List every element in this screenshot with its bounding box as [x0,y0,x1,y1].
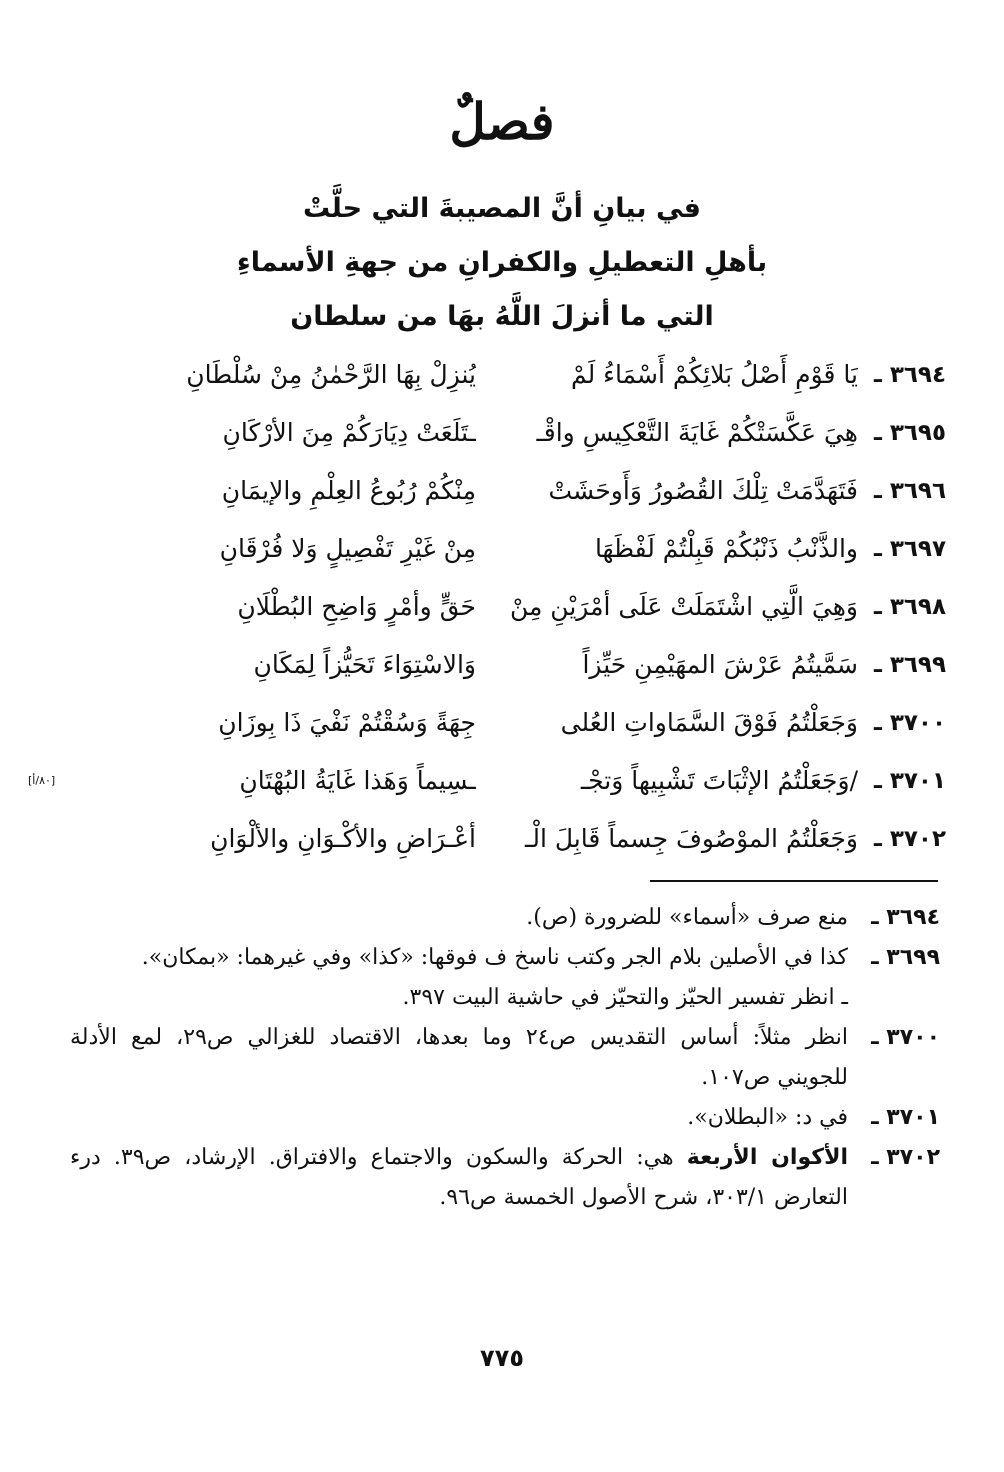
heading-line: التي ما أنزلَ اللَّهُ بهَا من سلطان [290,301,714,332]
footnote-text [70,1138,848,1218]
verse-second-hemistich: ـسِيماً وَهَذا غَايَةُ البُهْتَانِ [239,766,476,795]
verse-row [60,694,946,752]
verse-number: ٣٧٠٢ ـ [873,826,946,852]
verse-number: ٣٦٩٦ ـ [873,478,946,504]
footnote [70,898,940,938]
footnote-text: منع صرف «أسماء» للضرورة (ص). [526,905,848,930]
footnote [70,938,940,978]
verse-number: ٣٦٩٤ ـ [873,362,946,388]
page-number: ٧٧٥ [480,1344,524,1372]
verse-row [60,810,946,868]
footnote-number: ٣٦٩٩ ـ [871,945,940,970]
footnote-number: ٣٧٠٠ ـ [871,1025,940,1050]
verse-second-hemistich: مِنْ غَيْرِ تَفْصِيلٍ وَلا فُرْقَانِ [219,534,476,563]
verse-first-hemistich: فَتَهَدَّمَتْ تِلْكَ القُصُورُ وَأَوحَشَتْ [548,476,858,505]
verse-number: ٣٧٠١ ـ [873,768,946,794]
heading-line: بأهلِ التعطيلِ والكفرانِ من جهةِ الأسماءِ [236,247,768,278]
verse-row [60,404,946,462]
footnote [70,1098,940,1138]
verse-second-hemistich: أعْـرَاضِ والأكْـوَانِ والألْوَانِ [210,824,476,853]
verse-first-hemistich: هِيَ عَكَّسَتْكُمْ غَايَةَ التَّعْكِيسِ واقْـ [536,418,858,447]
verse-second-hemistich: مِنْكُمْ رُبُوعُ العِلْمِ والإيمَانِ [221,476,476,505]
footnote-number: ٣٧٠١ ـ [871,1105,940,1130]
heading-line: في بيانِ أنَّ المصيبةَ التي حلَّتْ [303,193,701,224]
footnote-keyword: الأكوان الأربعة [686,1145,848,1170]
footnote [70,978,940,1018]
verse-row [60,520,946,578]
footnotes [70,898,940,1218]
footnote [70,1018,940,1098]
verse-second-hemistich: ـتَلَعَتْ دِيَارَكُمْ مِنَ الأرْكَانِ [222,418,476,447]
verse-row [60,462,946,520]
verse-row [60,346,946,404]
verse-row [60,636,946,694]
chapter-title: فصلٌ [449,92,555,151]
verse-number: ٣٦٩٨ ـ [873,594,946,620]
verse-first-hemistich: وَجَعَلْتُمُ فَوْقَ السَّمَاواتِ العُلى [560,708,858,737]
footnote-number: ٣٧٠٢ ـ [871,1145,940,1170]
footnote-body: هي: الحركة والسكون والاجتماع والافتراق. الإرشاد، ص٣٩. درء التعارض ٣٠٣/١، شرح الأصول الخمسة ص٩٦. [70,1145,848,1210]
verse-row [28,752,946,810]
verse-first-hemistich: سَمَّيتُمُ عَرْشَ المهَيْمِنِ حَيِّزاً [582,650,858,679]
verse-second-hemistich: وَالاسْتِوَاءَ تَحَيُّزاً لِمَكَانِ [253,650,476,679]
footnote-divider [650,880,938,882]
verse-second-hemistich: يُنزِلْ بِهَا الرَّحْمٰنُ مِنْ سُلْطَانِ [186,360,476,389]
footnote-number: ٣٦٩٤ ـ [871,905,940,930]
footnote [70,1138,940,1218]
verse-number: ٣٦٩٧ ـ [873,536,946,562]
poem-verses [28,346,946,868]
verse-second-hemistich: جِهَةً وَسُقْتُمْ نَفْيَ ذَا بِوزَانِ [218,708,476,737]
verse-number: ٣٦٩٩ ـ [873,652,946,678]
verse-first-hemistich: /وَجَعَلْتُمُ الإثْبَاتَ تَشْبِيهاً وَتجْـ [580,766,858,795]
manuscript-folio-ref: [٨٠/أ] [28,774,56,787]
footnote-text: ـ انظر تفسير الحيّز والتحيّز في حاشية البيت ٣٩٧. [402,985,848,1010]
section-heading [0,182,1004,344]
footnote-text: انظر مثلاً: أساس التقديس ص٢٤ وما بعدها، الاقتصاد للغزالي ص٢٩، لمع الأدلة للجويني ص١٠٧. [70,1025,849,1090]
verse-second-hemistich: حَقٍّ وأمْرٍ وَاضِحِ البُطْلَانِ [237,592,476,621]
verse-first-hemistich: وَجَعَلْتُمُ الموْصُوفَ جِسماً قَابِلَ الْـ [525,824,858,853]
verse-first-hemistich: والذَّنْبُ ذَنْبُكُمْ قَبِلْتُمْ لَفْظَهَا [594,534,858,563]
verse-first-hemistich: يَا قَوْمِ أَصْلُ بَلائِكُمْ أَسْمَاءُ لَمْ [570,360,858,389]
verse-row [60,578,946,636]
footnote-text: في د: «البطلان». [687,1105,848,1130]
verse-first-hemistich: وَهِيَ الَّتِي اشْتَمَلَتْ عَلَى أمْرَيْنِ مِنْ [509,592,858,621]
verse-number: ٣٧٠٠ ـ [873,710,946,736]
verse-number: ٣٦٩٥ ـ [873,420,946,446]
footnote-text: كذا في الأصلين بلام الجر وكتب ناسخ ف فوقها: «كذا» وفي غيرهما: «بمكان». [141,945,848,970]
